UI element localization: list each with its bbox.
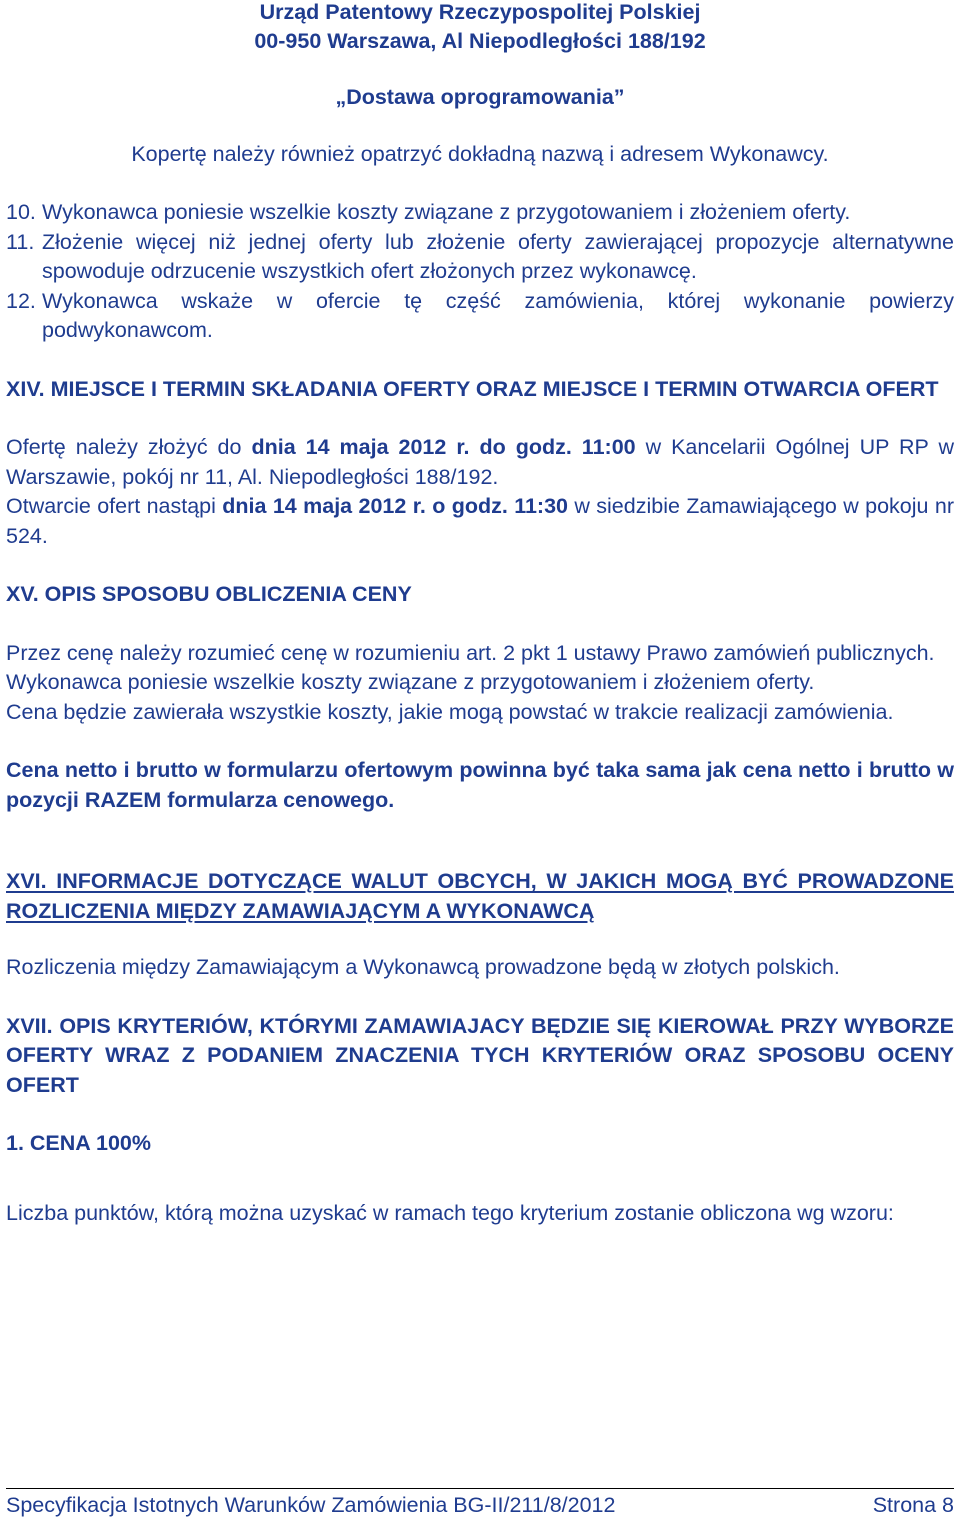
section-xv-paragraph-4: Cena netto i brutto w formularzu ofertowym powinna być taka sama jak cena netto i brutto w pozycji RAZEM formularza cenowego. (6, 758, 954, 812)
page-footer (6, 1488, 954, 1520)
submission-deadline: dnia 14 maja 2012 r. do godz. 11:00 (251, 435, 636, 459)
list-item-text: Wykonawca poniesie wszelkie koszty związane z przygotowaniem i złożeniem oferty. (42, 200, 851, 224)
submission-location: w Kancelarii Ogólnej UP RP w Warszawie, pokój nr 11, Al. Niepodległości 188/192. (6, 435, 955, 489)
list-item-number: 11. (6, 229, 35, 254)
list-item-text: Wykonawca wskaże w ofercie tę część zamówienia, której wykonanie powierzy podwykonawcom. (42, 288, 954, 342)
section-xvi-paragraph-1: Rozliczenia między Zamawiającym a Wykonawcą prowadzone będą w złotych polskich. (6, 955, 840, 979)
section-xvii-subheading: 1. CENA 100% (6, 1131, 151, 1155)
list-item-number: 12. (6, 288, 36, 313)
org-address: 00-950 Warszawa, Al Niepodległości 188/192 (254, 29, 706, 53)
numbered-list (6, 198, 954, 346)
section-xvii-heading: XVII. OPIS KRYTERIÓW, KTÓRYMI ZAMAWIAJACY BĘDZIE SIĘ KIEROWAŁ PRZY WYBORZE OFERTY WRAZ Z PODANIEM ZNACZENIA TYCH KRYTERIÓW ORAZ SPOSOBU OCENY OFERT (6, 1013, 954, 1097)
section-xv-paragraph-1: Przez cenę należy rozumieć cenę w rozumieniu art. 2 pkt 1 ustawy Prawo zamówień publicznych. (6, 640, 935, 665)
section-xiv-paragraph-1 (6, 433, 954, 492)
document-title: „Dostawa oprogramowania” (335, 85, 625, 109)
section-xiv-heading: XIV. MIEJSCE I TERMIN SKŁADANIA OFERTY ORAZ MIEJSCE I TERMIN OTWARCIA OFERT (6, 376, 939, 401)
list-item (6, 287, 954, 346)
opening-location: w siedzibie Zamawiającego w pokoju nr 524. (6, 494, 954, 548)
section-xv-paragraph-3: Cena będzie zawierała wszystkie koszty, jakie mogą powstać w trakcie realizacji zamówienia. (6, 699, 894, 724)
envelope-note: Kopertę należy również opatrzyć dokładną nazwą i adresem Wykonawcy. (131, 141, 829, 166)
footer-document-id: Specyfikacja Istotnych Warunków Zamówienia BG-II/211/8/2012 (6, 1493, 616, 1517)
footer-page-number: Strona 8 (872, 1493, 954, 1517)
list-item-number: 10. (6, 200, 36, 224)
list-item (6, 198, 954, 228)
section-xiv-paragraph-2 (6, 492, 954, 551)
document-page (6, 0, 954, 1527)
submission-text: Ofertę należy złożyć do (6, 435, 252, 459)
org-name: Urząd Patentowy Rzeczypospolitej Polskiej (259, 0, 701, 24)
section-xvi-heading: XVI. INFORMACJE DOTYCZĄCE WALUT OBCYCH, W JAKICH MOGĄ BYĆ PROWADZONE ROZLICZENIA MIĘDZY ZAMAWIAJĄCYM A WYKONAWCĄ (6, 869, 954, 923)
opening-text: Otwarcie ofert nastąpi (6, 494, 223, 518)
opening-date: dnia 14 maja 2012 r. o godz. 11:30 (222, 494, 569, 518)
section-xv-paragraph-2: Wykonawca poniesie wszelkie koszty związane z przygotowaniem i złożeniem oferty. (6, 670, 815, 694)
document-header (6, 0, 954, 56)
list-item (6, 228, 954, 287)
section-xv-heading: XV. OPIS SPOSOBU OBLICZENIA CENY (6, 582, 412, 606)
section-xvii-paragraph-1: Liczba punktów, którą można uzyskać w ramach tego kryterium zostanie obliczona wg wzoru: (6, 1200, 894, 1225)
list-item-text: Złożenie więcej niż jednej oferty lub złożenie oferty zawierającej propozycje alternatywne spowoduje odrzucenie wszystkich ofert złożonych przez wykonawcę. (42, 229, 954, 283)
